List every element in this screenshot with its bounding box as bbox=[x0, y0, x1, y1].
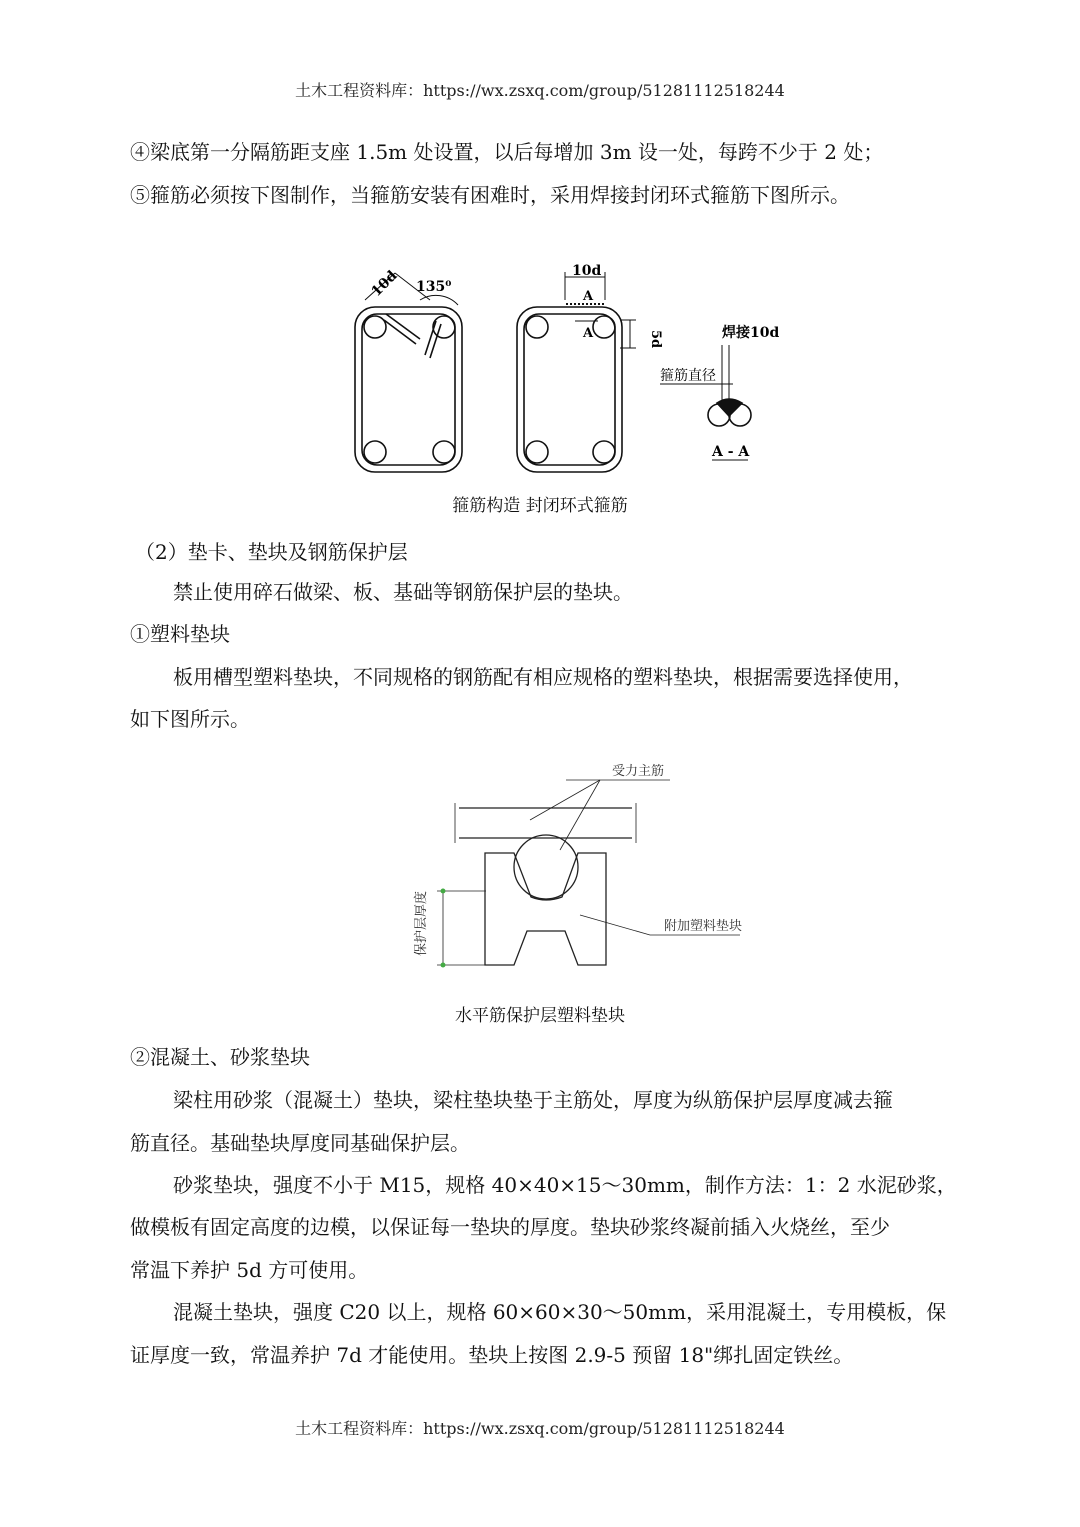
rebar-circle bbox=[593, 316, 615, 338]
section-mark-bottom: A bbox=[583, 326, 594, 341]
paragraph-line: 梁柱用砂浆（混凝土）垫块，梁柱垫块垫于主筋处，厚度为纵筋保护层厚度减去箍 bbox=[173, 1088, 893, 1112]
rebar-circle bbox=[433, 316, 455, 338]
weld-length-label: 10d bbox=[572, 263, 602, 279]
paragraph-line: 禁止使用碎石做梁、板、基础等钢筋保护层的垫块。 bbox=[173, 580, 633, 604]
subsection-heading: ②混凝土、砂浆垫块 bbox=[130, 1045, 310, 1069]
main-bar-label: 受力主筋 bbox=[612, 764, 665, 779]
section-title-label: A - A bbox=[712, 444, 750, 460]
stirrup-diameter-label: 箍筋直径 bbox=[660, 368, 716, 384]
paragraph-line: ⑤箍筋必须按下图制作，当箍筋安装有困难时，采用焊接封闭环式箍筋下图所示。 bbox=[130, 183, 850, 207]
cover-thickness-label: 保护层厚度 bbox=[414, 890, 429, 956]
weld-note-label: 焊接10d bbox=[722, 325, 780, 341]
paragraph-line: 混凝土垫块，强度 C20 以上，规格 60×60×30～50mm，采用混凝土，专用模板，保 bbox=[173, 1300, 947, 1324]
rebar-circle bbox=[364, 441, 386, 463]
paragraph-line: 常温下养护 5d 方可使用。 bbox=[130, 1258, 369, 1282]
page-footer: 土木工程资料库：https://wx.zsxq.com/group/51281112518244 bbox=[295, 1419, 785, 1438]
closed-stirrup-outline bbox=[517, 307, 622, 472]
rebar-circle bbox=[433, 441, 455, 463]
rebar-circle bbox=[526, 316, 548, 338]
section-mark-top: A bbox=[583, 289, 594, 304]
rebar-circle bbox=[593, 441, 615, 463]
paragraph-line: 板用槽型塑料垫块，不同规格的钢筋配有相应规格的塑料垫块，根据需要选择使用， bbox=[173, 665, 913, 689]
paragraph-line: 如下图所示。 bbox=[130, 707, 250, 731]
paragraph-line: 筋直径。基础垫块厚度同基础保护层。 bbox=[130, 1131, 470, 1155]
rebar-circle bbox=[526, 441, 548, 463]
weld-offset-label: 5d bbox=[648, 330, 663, 349]
page-header: 土木工程资料库：https://wx.zsxq.com/group/51281112518244 bbox=[295, 81, 785, 100]
paragraph-line: 做模板有固定高度的边模，以保证每一垫块的厚度。垫块砂浆终凝前插入火烧丝，至少 bbox=[130, 1215, 890, 1239]
hook-length-label: 10d bbox=[368, 267, 401, 300]
paragraph-line: 砂浆垫块，强度不小于 M15，规格 40×40×15～30mm，制作方法：1：2 水泥砂浆， bbox=[173, 1173, 957, 1197]
stirrup-outline bbox=[355, 307, 462, 472]
subsection-heading: ①塑料垫块 bbox=[130, 622, 230, 646]
paragraph-line: ④梁底第一分隔筋距支座 1.5m 处设置，以后每增加 3m 设一处，每跨不少于 2 处； bbox=[130, 140, 884, 164]
spacer-figure bbox=[390, 740, 750, 980]
rebar-circle bbox=[364, 316, 386, 338]
paragraph-line: 证厚度一致，常温养护 7d 才能使用。垫块上按图 2.9-5 预留 18"绑扎固定铁丝。 bbox=[130, 1343, 854, 1367]
section-heading: （2）垫卡、垫块及钢筋保护层 bbox=[135, 540, 408, 564]
figure-caption: 箍筋构造 封闭环式箍筋 bbox=[452, 496, 628, 516]
hook-angle-label: 135⁰ bbox=[416, 279, 452, 295]
figure-caption: 水平筋保护层塑料垫块 bbox=[455, 1006, 625, 1026]
spacer-label: 附加塑料垫块 bbox=[664, 919, 743, 934]
stirrup-figure bbox=[340, 255, 780, 475]
